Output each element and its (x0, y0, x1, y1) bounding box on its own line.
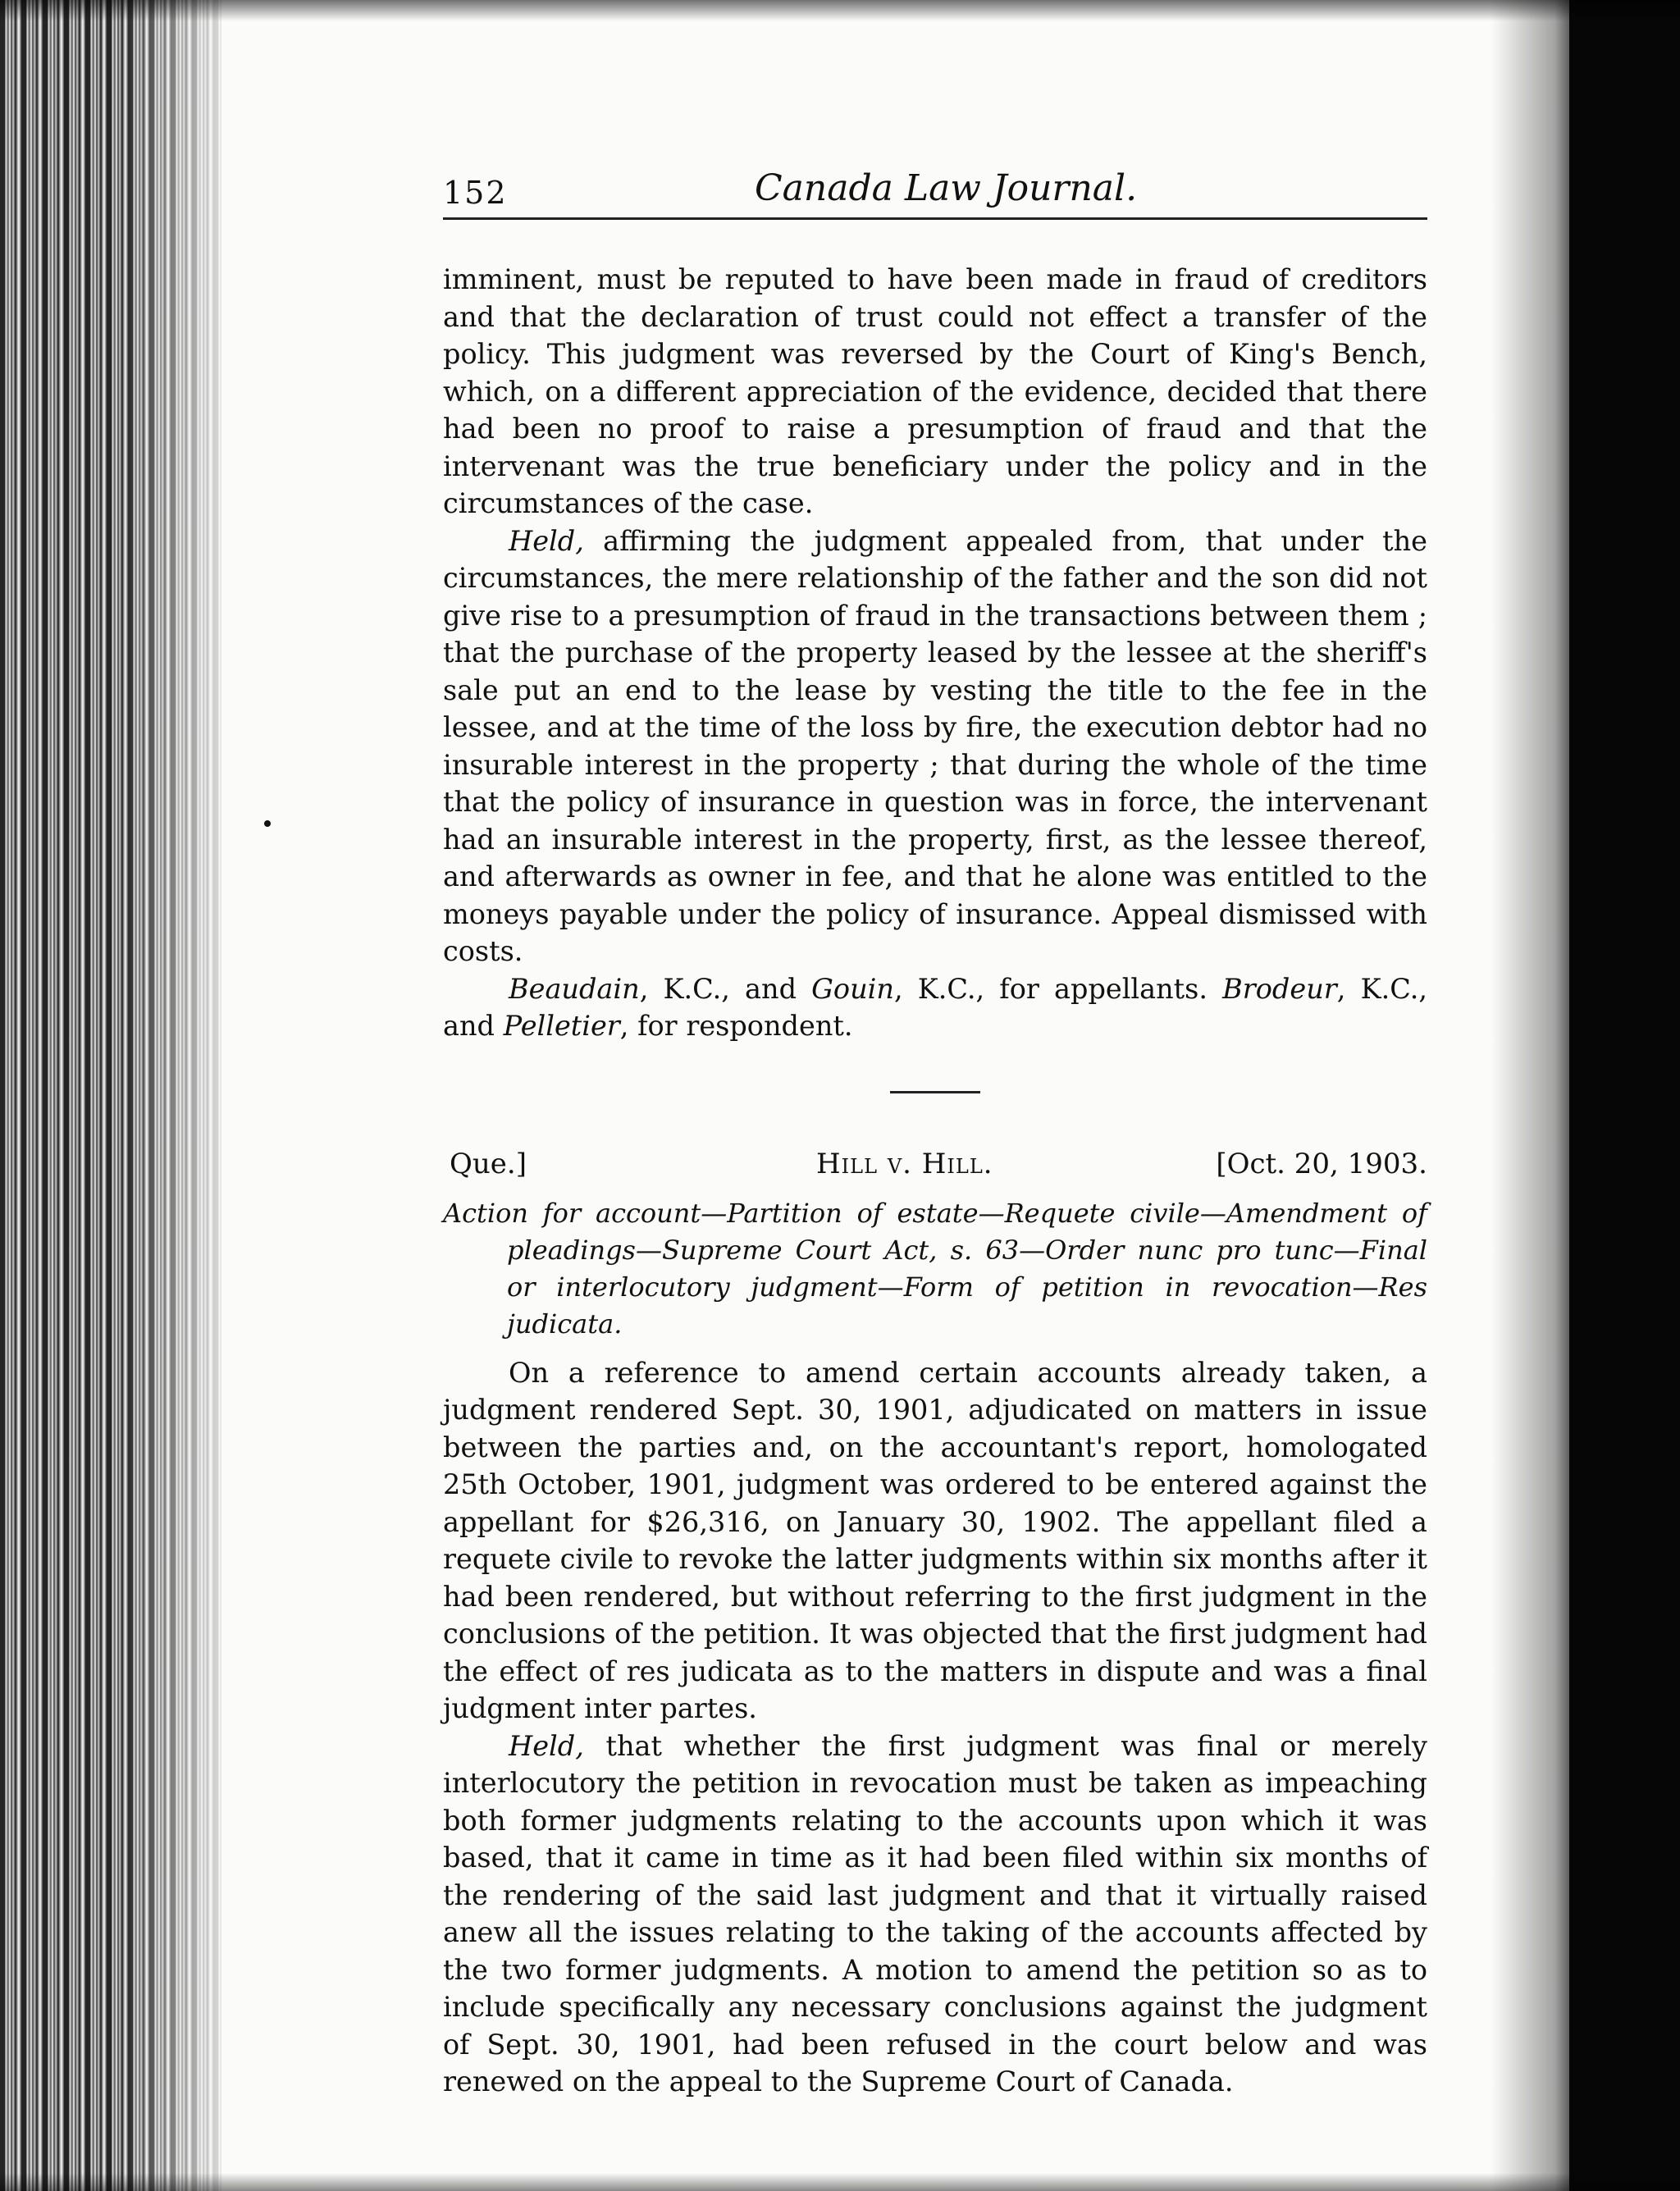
held-text: that whether the first judgment was final or merely interlocutory the petition in revocation must be taken as impeaching both former judgments relating to the accounts upon which it was based, that it came in time as it had been filed within six months of the rendering of the said last judgment and that it virtually raised anew all the issues relating to the taking of the accounts affected by the two former judgments. A motion to amend the petition so as to include specifically any necessary conclusions against the judgment of Sept. 30, 1901, had been refused in the court below and was renewed on the appeal to the Supreme Court of Canada. (443, 1729, 1427, 2097)
counsel-name: Pelletier (503, 1010, 620, 1042)
case-header (443, 1146, 1427, 1189)
section-divider (890, 1091, 980, 1093)
stray-mark (264, 820, 271, 827)
right-edge (1569, 0, 1680, 2191)
held-word: Held, (509, 524, 584, 557)
bottom-edge (0, 2173, 1680, 2191)
counsel-text: , for respondent. (619, 1010, 853, 1042)
counsel-paragraph (443, 970, 1427, 1045)
case-jurisdiction: Que.] (450, 1147, 527, 1180)
previous-case-held-paragraph (443, 523, 1427, 970)
counsel-name: Brodeur (1222, 972, 1337, 1005)
held-text: affirming the judgment appealed from, that under the circumstances, the mere relationship of the father and the son did not give rise to a presumption of fraud in the transactions between them ; that the purchase of the property leased by the lessee at the sheriff's sale put an end to the lease by vesting the title to the fee in the lessee, and at the time of the loss by fire, the execution debtor had no insurable interest in the property ; that during the whole of the time that the policy of insurance in question was in force, the intervenant had an insurable interest in the property, first, as the lessee thereof, and afterwards as owner in fee, and that he alone was entitled to the moneys payable under the policy of insurance. Appeal dismissed with costs. (443, 524, 1427, 967)
counsel-text: , K.C., for appellants. (893, 972, 1223, 1005)
counsel-text: , K.C., and (639, 972, 812, 1005)
case-held-paragraph (443, 1728, 1427, 2101)
counsel-text: , K.C., and (443, 972, 1427, 1042)
body-text (443, 261, 1427, 2101)
case-title: Hill v. Hill. (816, 1147, 993, 1180)
counsel-name: Beaudain (509, 972, 640, 1005)
case-paragraph: On a reference to amend certain accounts already taken, a judgment rendered Sept. 30, 1901, adjudicated on matters in issue between the parties and, on the accountant's report, homologated 25th October, 1901, judgment was ordered to be entered against the appellant for $26,316, on January 30, 1902. The appellant filed a requete civile to revoke the latter judgments within six months after it had been rendered, but without referring to the first judgment in the conclusions of the petition. It was objected that the first judgment had the effect of res judicata as to the matters in dispute and was a final judgment inter partes. (443, 1356, 1427, 1724)
previous-case-paragraph: imminent, must be reputed to have been made in fraud of creditors and that the declaration of trust could not effect a transfer of the policy. This judgment was reversed by the Court of King's Bench, which, on a different appreciation of the evidence, decided that there had been no proof to raise a presumption of fraud and that the intervenant was the true beneficiary under the policy and in the circumstances of the case. (443, 263, 1427, 519)
binding-fade (123, 0, 238, 2191)
top-edge (0, 0, 1680, 21)
page-content (443, 160, 1427, 2101)
counsel-name: Gouin (811, 972, 894, 1005)
page-number: 152 (443, 175, 508, 211)
running-head (443, 160, 1427, 220)
case-headnote: Action for account—Partition of estate—Requete civile—Amendment of pleadings—Supreme Court Act, s. 63—Order nunc pro tunc—Final or interlocutory judgment—Form of petition in revocation—Res judicata. (443, 1197, 1427, 1340)
case-date: [Oct. 20, 1903. (1216, 1147, 1427, 1180)
right-edge-shadow (1491, 0, 1582, 2191)
held-word: Held, (509, 1729, 584, 1762)
journal-title: Canada Law Journal. (755, 167, 1138, 209)
